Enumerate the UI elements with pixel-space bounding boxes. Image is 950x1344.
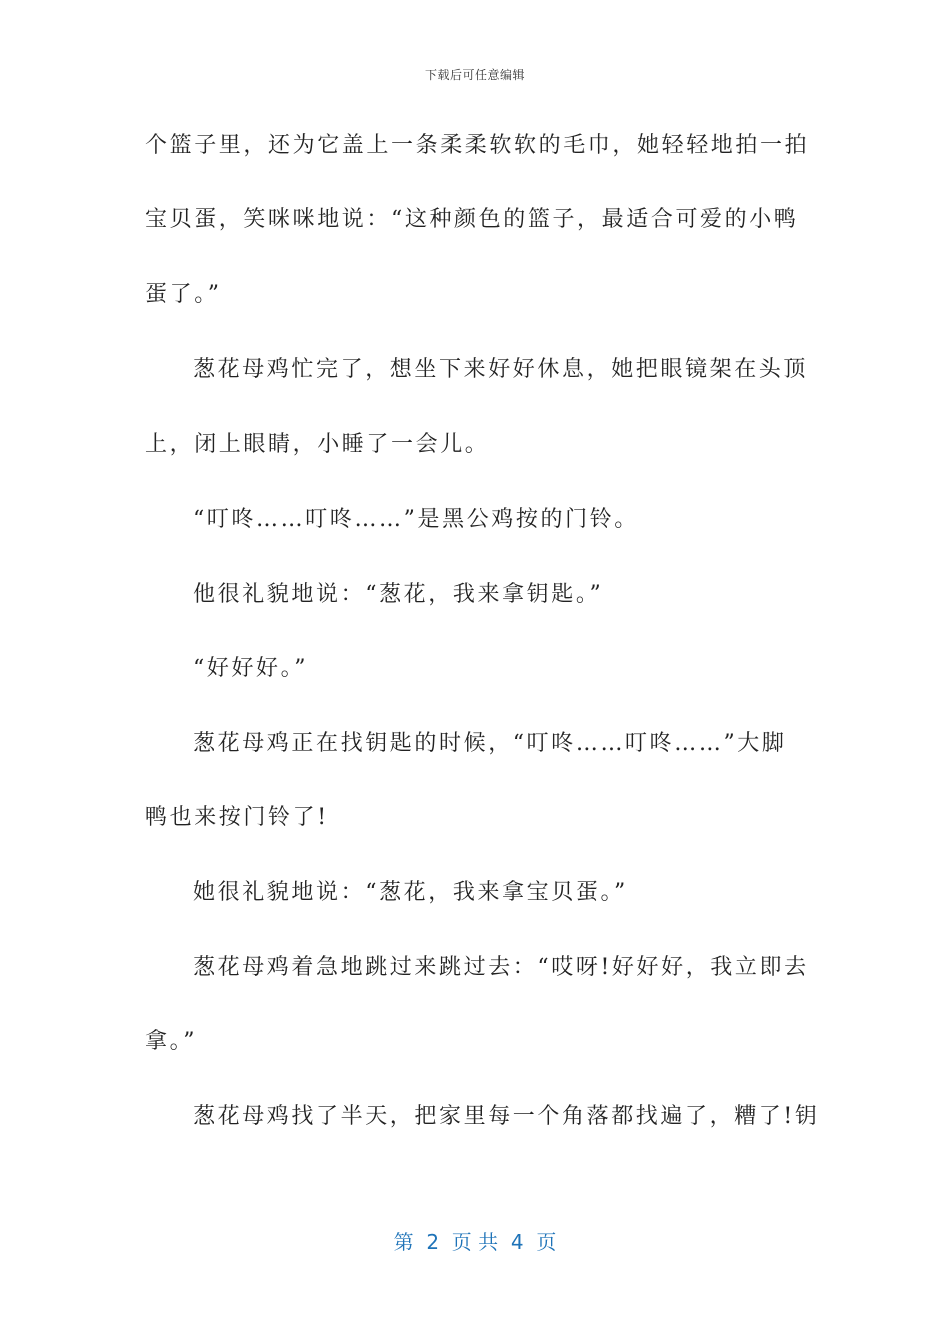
page-number-footer: 第 2 页 共 4 页 [393, 1230, 557, 1254]
text-line: 宝贝蛋，笑咪咪地说：“这种颜色的篮子，最适合可爱的小鸭 [145, 207, 799, 232]
text-line: 拿。” [145, 1029, 198, 1054]
paragraph-line: “好好好。” [193, 656, 309, 681]
paragraph-line: 她很礼貌地说：“葱花，我来拿宝贝蛋。” [193, 880, 628, 905]
text-line: 鸭也来按门铃了! [145, 805, 329, 830]
paragraph-line: 葱花母鸡忙完了，想坐下来好好休息，她把眼镜架在头顶 [193, 357, 809, 382]
text-line: 蛋了。” [145, 282, 222, 307]
paragraph-line: “叮咚……叮咚……”是黑公鸡按的门铃。 [193, 507, 639, 532]
paragraph-line: 他很礼貌地说：“葱花，我来拿钥匙。” [193, 582, 604, 607]
text-line: 个篮子里，还为它盖上一条柔柔软软的毛巾，她轻轻地拍一拍 [145, 133, 810, 158]
paragraph-line: 葱花母鸡找了半天，把家里每一个角落都找遍了，糟了!钥 [193, 1104, 820, 1129]
paragraph-line: 葱花母鸡正在找钥匙的时候，“叮咚……叮咚……”大脚 [193, 731, 787, 756]
paragraph-line: 葱花母鸡着急地跳过来跳过去：“哎呀!好好好，我立即去 [193, 955, 809, 980]
text-line: 上，闭上眼睛，小睡了一会儿。 [145, 432, 490, 457]
header-note: 下载后可任意编辑 [424, 68, 525, 82]
